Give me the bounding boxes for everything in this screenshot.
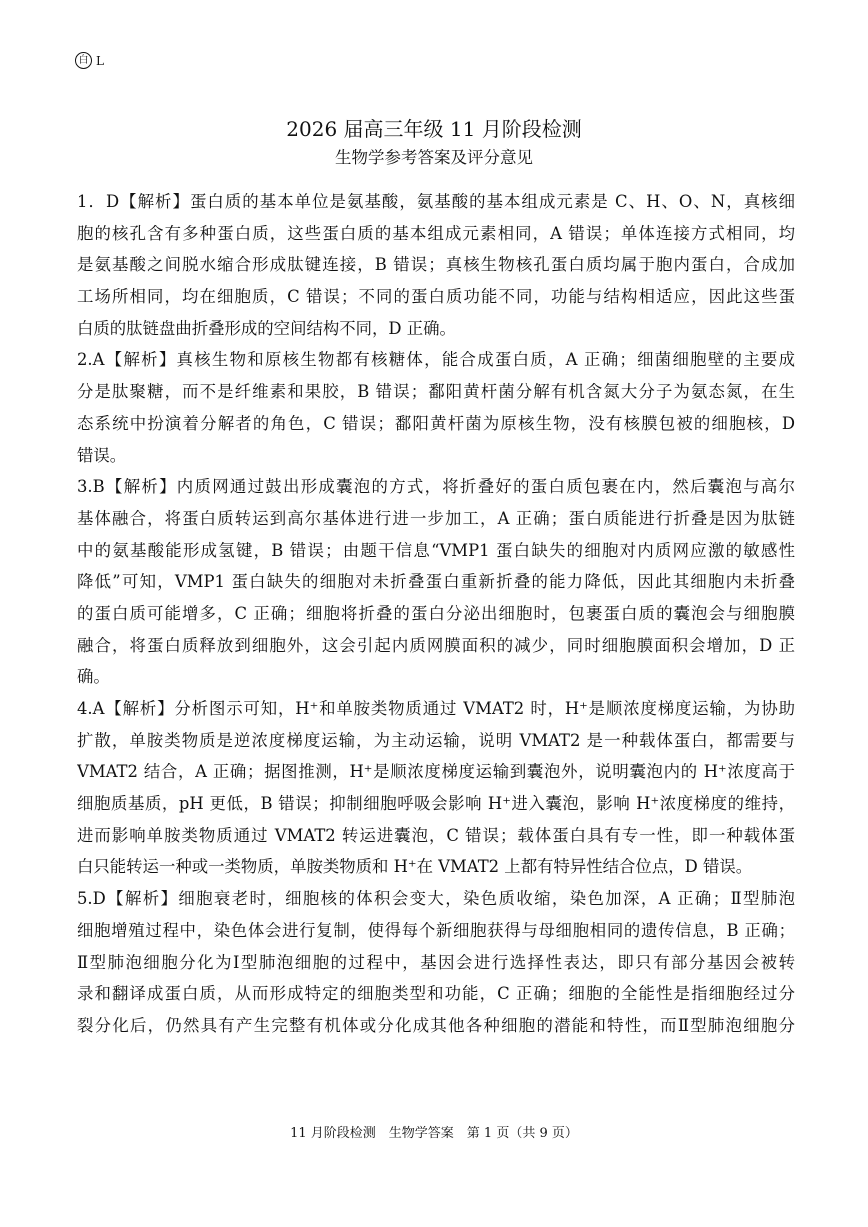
text-line: 分是肽聚糖，而不是纤维素和果胶，B 错误；鄱阳黄杆菌分解有机含氮大分子为氨态氮，在生	[77, 382, 795, 402]
text-line: 中的氨基酸能形成氢键，B 错误；由题干信息“VMP1 蛋白缺失的细胞对内质网应激的敏感性	[77, 540, 795, 560]
text-line: 录和翻译成蛋白质，从而形成特定的细胞类型和功能，C 正确；细胞的全能性是指细胞经过分	[77, 984, 795, 1004]
text-line: 确。	[77, 667, 110, 687]
text-line: 细胞增殖过程中，染色体会进行复制，使得每个新细胞获得与母细胞相同的遗传信息，B 正确；	[77, 920, 795, 940]
corner-letter: L	[96, 53, 104, 68]
text-line: 是氨基酸之间脱水缩合形成肽键连接，B 错误；真核生物核孔蛋白质均属于胞内蛋白，合成加	[77, 255, 795, 275]
text-line: 错误。	[77, 445, 127, 465]
text-line: Ⅱ型肺泡细胞分化为Ⅰ型肺泡细胞的过程中，基因会进行选择性表达，即只有部分基因会被转	[77, 952, 795, 972]
text-line: 进而影响单胺类物质通过 VMAT2 转运进囊泡，C 错误；载体蛋白具有专一性，即一种载体蛋	[77, 825, 795, 845]
text-line: 5.D【解析】细胞衰老时，细胞核的体积会变大，染色质收缩，染色加深，A 正确；Ⅱ型肺泡	[77, 889, 795, 909]
text-line: 白只能转运一种或一类物质，单胺类物质和 H⁺在 VMAT2 上都有特异性结合位点，D 错误。	[77, 857, 753, 877]
answer-content	[77, 186, 795, 1042]
text-line: 细胞质基质，pH 更低，B 错误；抑制细胞呼吸会影响 H⁺进入囊泡，影响 H⁺浓度梯度的维持，	[77, 794, 795, 814]
text-line: 裂分化后，仍然具有产生完整有机体或分化成其他各种细胞的潜能和特性，而Ⅱ型肺泡细胞分	[77, 1015, 795, 1035]
text-line: VMAT2 结合，A 正确；据图推测，H⁺是顺浓度梯度运输到囊泡外，说明囊泡内的 H⁺浓度高于	[77, 762, 795, 782]
page-subtitle: 生物学参考答案及评分意见	[335, 148, 533, 167]
text-line: 工场所相同，均在细胞质，C 错误；不同的蛋白质功能不同，功能与结构相适应，因此这些蛋	[77, 287, 795, 307]
text-line: 态系统中扮演着分解者的角色，C 错误；鄱阳黄杆菌为原核生物，没有核膜包被的细胞核，D	[77, 413, 795, 433]
text-line: 基体融合，将蛋白质转运到高尔基体进行进一步加工，A 正确；蛋白质能进行折叠是因为肽链	[77, 508, 795, 528]
text-line: 4.A【解析】分析图示可知，H⁺和单胺类物质通过 VMAT2 时，H⁺是顺浓度梯度运输，为协助	[77, 699, 795, 718]
text-line: 胞的核孔含有多种蛋白质，这些蛋白质的基本组成元素相同，A 错误；单体连接方式相同，均	[77, 223, 795, 243]
text-line: 融合，将蛋白质释放到细胞外，这会引起内质网膜面积的减少，同时细胞膜面积会增加，D 正	[77, 635, 795, 655]
text-line: 的蛋白质可能增多，C 正确；细胞将折叠的蛋白分泌出细胞时，包裹蛋白质的囊泡会与细胞膜	[77, 603, 795, 623]
text-line: 2.A【解析】真核生物和原核生物都有核糖体，能合成蛋白质，A 正确；细菌细胞壁的主要成	[77, 350, 795, 370]
page-title: 2026 届高三年级 11 月阶段检测	[286, 117, 582, 141]
text-line: 扩散，单胺类物质是逆浓度梯度运输，为主动运输，说明 VMAT2 是一种载体蛋白，都需要与	[77, 730, 795, 750]
corner-mark	[75, 52, 104, 69]
text-line: 1．D【解析】蛋白质的基本单位是氨基酸，氨基酸的基本组成元素是 C、H、O、N，真核细	[77, 192, 795, 211]
circled-char-icon: 白	[75, 52, 92, 69]
page-footer: 11 月阶段检测 生物学答案 第 1 页（共 9 页）	[290, 1126, 578, 1141]
text-line: 3.B【解析】内质网通过鼓出形成囊泡的方式，将折叠好的蛋白质包裹在内，然后囊泡与高尔	[77, 477, 795, 497]
text-line: 白质的肽链盘曲折叠形成的空间结构不同，D 正确。	[77, 318, 456, 338]
text-line: 降低”可知，VMP1 蛋白缺失的细胞对未折叠蛋白重新折叠的能力降低，因此其细胞内未折叠	[77, 572, 795, 592]
